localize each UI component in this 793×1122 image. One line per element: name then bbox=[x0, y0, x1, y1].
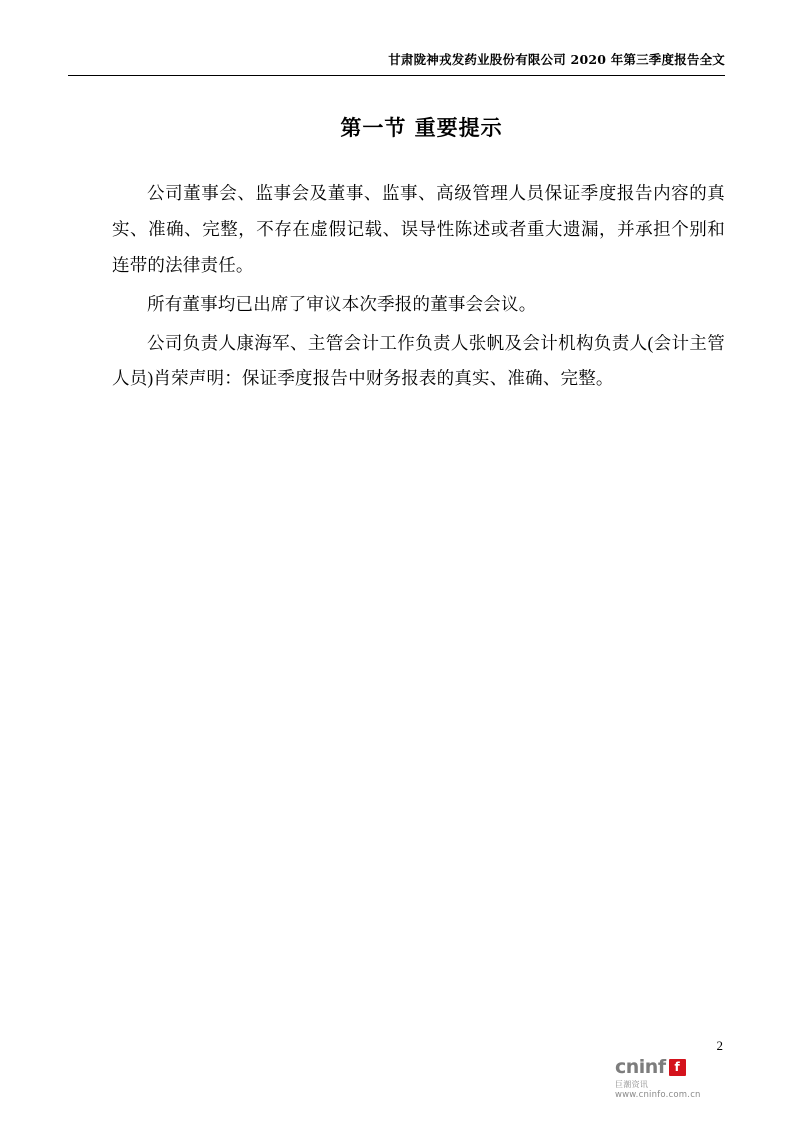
logo-row bbox=[615, 1055, 727, 1078]
cninfo-logo bbox=[615, 1055, 727, 1102]
running-header-text: 甘肃陇神戎发药业股份有限公司 2020 年第三季度报告全文 bbox=[388, 52, 725, 67]
logo-subtitle: 巨潮资讯 bbox=[615, 1079, 649, 1089]
logo-url: www.cninfo.com.cn bbox=[615, 1090, 701, 1101]
page-number: 2 bbox=[716, 1038, 723, 1053]
document-body bbox=[112, 112, 725, 400]
paragraph-1: 公司董事会、监事会及董事、监事、高级管理人员保证季度报告内容的真实、准确、完整，不存在虚假记载、误导性陈述或者重大遗漏，并承担个别和连带的法律责任。 bbox=[112, 183, 725, 275]
paragraph-2: 所有董事均已出席了审议本次季报的董事会会议。 bbox=[147, 293, 537, 314]
header-divider bbox=[68, 75, 725, 76]
running-header bbox=[68, 52, 725, 73]
logo-wordmark: cninf bbox=[615, 1055, 666, 1078]
logo-mark-icon: f bbox=[669, 1059, 686, 1076]
paragraph-3: 公司负责人康海军、主管会计工作负责人张帆及会计机构负责人(会计主管人员)肖荣声明：保证季度报告中财务报表的真实、准确、完整。 bbox=[112, 332, 725, 389]
page-title: 第一节 重要提示 bbox=[340, 115, 503, 140]
